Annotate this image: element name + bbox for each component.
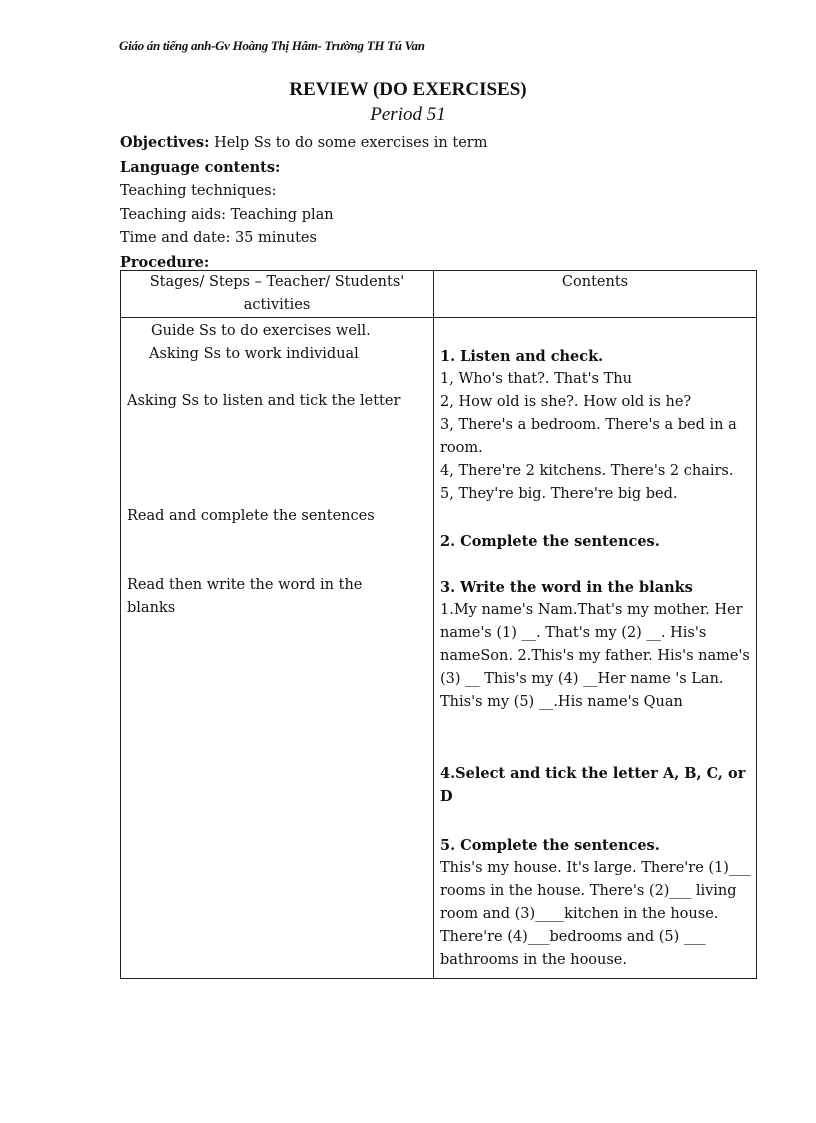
period-label: Period 51 [370, 104, 446, 125]
page-header: Giáo án tiếng anh-Gv Hoàng Thị Hâm- Trường TH Tú Van [119, 38, 425, 53]
lesson-meta [120, 131, 487, 275]
header-contents: Contents [434, 271, 757, 318]
procedure-label: Procedure: [120, 253, 210, 271]
table-body-row [121, 318, 757, 979]
time-and-date: Time and date: 35 minutes [120, 230, 317, 246]
objectives-line [120, 131, 487, 156]
objectives-label: Objectives: [120, 134, 210, 151]
ex1-line-3: 3, There's a bedroom. There's a bed in a room. [440, 417, 737, 456]
left-guide: Guide Ss to do exercises well. [151, 323, 371, 339]
ex1-line-5: 5, They're big. There're big bed. [440, 486, 678, 502]
teaching-techniques: Teaching techniques: [120, 183, 277, 199]
ex3-text: 1.My name's Nam.That's my mother. Her name's (1) __. That's my (2) __. His's nameSon. 2.This's my father. His's name's (3) __ This's my (4) __Her name 's Lan. This's my (5) __.His name's Quan [440, 602, 750, 710]
table-header-row [121, 271, 757, 318]
page-title: REVIEW (DO EXERCISES) [289, 79, 527, 100]
left-read-write: Read then write the word in the blanks [127, 577, 363, 616]
language-contents-label: Language contents: [120, 158, 281, 176]
ex1-line-4: 4, There're 2 kitchens. There's 2 chairs. [440, 463, 734, 479]
ex1-title: 1. Listen and check. [440, 348, 604, 365]
header-stages: Stages/ Steps – Teacher/ Students' activities [121, 271, 434, 318]
left-asking-work: Asking Ss to work individual [149, 346, 359, 362]
ex1-line-2: 2, How old is she?. How old is he? [440, 394, 692, 410]
right-cell [434, 318, 757, 979]
left-asking-listen: Asking Ss to listen and tick the letter [127, 393, 401, 409]
ex3-title: 3. Write the word in the blanks [440, 579, 693, 596]
ex4-title: 4.Select and tick the letter A, B, C, or D [440, 765, 746, 805]
ex5-text: This's my house. It's large. There're (1)___ rooms in the house. There's (2)___ living room and (3)____kitchen in the house. There're (4)___bedrooms and (5) ___ bathrooms in the hoouse. [440, 860, 751, 968]
left-read-complete: Read and complete the sentences [127, 508, 375, 524]
objectives-text: Help Ss to do some exercises in term [214, 135, 488, 151]
left-cell [121, 318, 434, 979]
teaching-aids: Teaching aids: Teaching plan [120, 206, 334, 223]
procedure-table [120, 270, 757, 979]
ex5-title: 5. Complete the sentences. [440, 837, 660, 854]
ex2-title: 2. Complete the sentences. [440, 533, 660, 550]
ex1-line-1: 1, Who's that?. That's Thu [440, 371, 632, 387]
